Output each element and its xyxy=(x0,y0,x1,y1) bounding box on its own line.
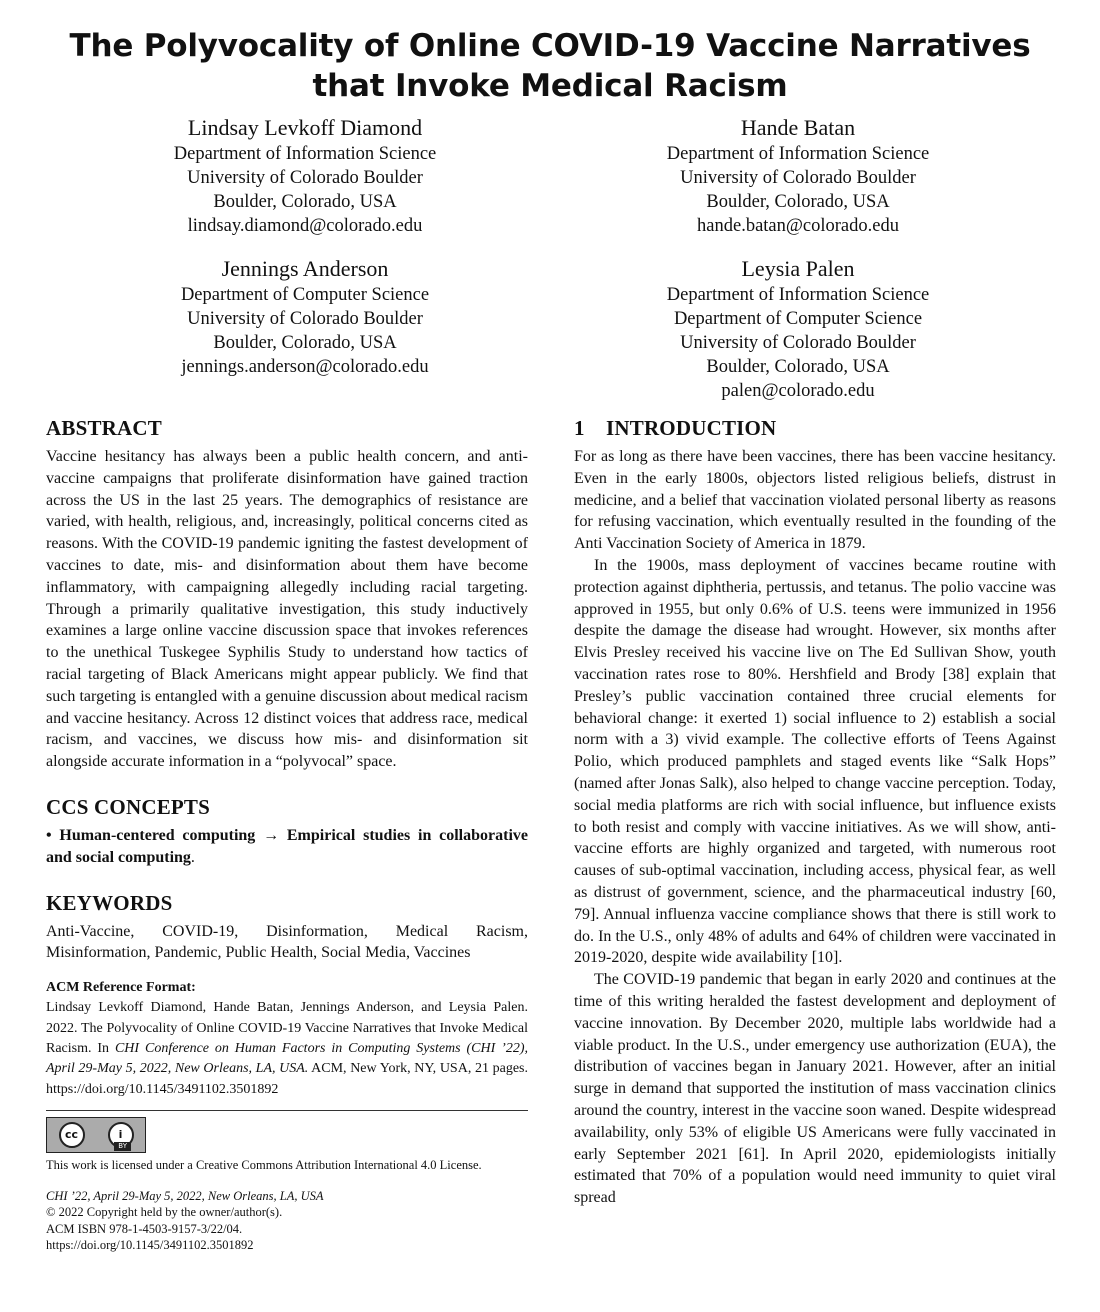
author-affiliation: Department of Computer Science xyxy=(673,309,923,329)
author-affiliation: Department of Information Science xyxy=(666,144,930,164)
author-affiliation: University of Colorado Boulder xyxy=(680,333,916,353)
intro-paragraph: For as long as there have been vaccines, there has been vaccine hesitancy. Even in the early 1800s, objectors listed religious beliefs, distrust in medicine, and a belief that vaccination violated personal liberty as reasons for refusing vaccination, which eventually resulted in the founding of the Anti Vaccination Society of America in 1879. xyxy=(574,448,1056,553)
footer-copyright: © 2022 Copyright held by the owner/author(s). xyxy=(46,1205,283,1220)
author-block xyxy=(155,255,455,379)
author-name: Jennings Anderson xyxy=(221,256,389,281)
author-location: Boulder, Colorado, USA xyxy=(706,357,890,377)
keywords-heading: KEYWORDS xyxy=(46,890,173,915)
author-affiliation: Department of Computer Science xyxy=(180,285,430,305)
acm-reference-text xyxy=(46,998,528,1100)
author-affiliation: Department of Information Science xyxy=(173,144,437,164)
paper-title: The Polyvocality of Online COVID-19 Vaccine Narratives that Invoke Medical Racism xyxy=(69,28,1031,104)
author-name: Leysia Palen xyxy=(741,256,855,281)
author-email: palen@colorado.edu xyxy=(721,381,875,401)
author-email: hande.batan@colorado.edu xyxy=(697,216,899,236)
section-title: INTRODUCTION xyxy=(606,416,777,440)
acm-reference-venue: CHI Conference on Human Factors in Computing Systems (CHI ’22), April 29-May 5, 2022, New Orleans, LA, USA. xyxy=(46,1040,529,1077)
author-block xyxy=(648,255,948,403)
intro-paragraph: The COVID-19 pandemic that began in early 2020 and continues at the time of this writing heralded the fastest development and deployment of vaccine innovation. By December 2020, multiple labs worldwide had a viable product. In the U.S., under emergency use authorization (EUA), the distribution of vaccines began in January 2021. However, after an initial surge in demand that supported the institution of mass vaccination clinics around the country, interest in the vaccine soon waned. Despite widespread availability, only 53% of eligible US Americans were fully vaccinated in early September 2021 [61]. In April 2020, epidemiologists initially estimated that 70% of a population would need immunity to quiet viral spread xyxy=(574,971,1056,1207)
license-text: This work is licensed under a Creative Commons Attribution International 4.0 License. xyxy=(46,1158,482,1173)
author-block xyxy=(155,114,455,238)
author-location: Boulder, Colorado, USA xyxy=(706,192,890,212)
author-affiliation: University of Colorado Boulder xyxy=(187,168,423,188)
introduction-heading xyxy=(574,414,1056,442)
creative-commons-icon: cc xyxy=(59,1122,85,1148)
section-number: 1 xyxy=(574,416,585,440)
author-location: Boulder, Colorado, USA xyxy=(213,333,397,353)
ccs-text: • Human-centered computing → Empirical studies in collaborative and social computing xyxy=(46,826,528,866)
divider xyxy=(46,1110,528,1111)
acm-reference-authors: Lindsay Levkoff Diamond, Hande Batan, Jennings Anderson, and Leysia Palen. 2022. The Polyvocality of Online COVID-19 Vaccine Narratives that Invoke Medical Racism. In xyxy=(46,1000,528,1056)
attribution-icon: i xyxy=(108,1122,134,1148)
author-affiliation: University of Colorado Boulder xyxy=(187,309,423,329)
attribution-label: BY xyxy=(114,1142,131,1151)
abstract-heading: ABSTRACT xyxy=(46,416,162,440)
author-location: Boulder, Colorado, USA xyxy=(213,192,397,212)
footer-isbn: ACM ISBN 978-1-4503-9157-3/22/04. xyxy=(46,1221,243,1236)
right-column xyxy=(574,414,1056,1209)
acm-reference-heading: ACM Reference Format: xyxy=(46,980,196,996)
acm-reference-tail: ACM, New York, NY, USA, 21 pages. https://doi.org/10.1145/3491102.3501892 xyxy=(46,1061,528,1097)
author-affiliation: Department of Information Science xyxy=(666,285,930,305)
footer-doi[interactable]: https://doi.org/10.1145/3491102.3501892 xyxy=(46,1238,254,1253)
footer-conference: CHI ’22, April 29-May 5, 2022, New Orleans, LA, USA xyxy=(46,1188,324,1203)
ccs-heading: CCS CONCEPTS xyxy=(46,794,211,819)
ccs-concepts xyxy=(46,825,528,869)
author-name: Lindsay Levkoff Diamond xyxy=(187,115,423,140)
author-affiliation: University of Colorado Boulder xyxy=(680,168,916,188)
left-column xyxy=(46,414,528,1254)
author-block xyxy=(648,114,948,238)
abstract-text: Vaccine hesitancy has always been a public health concern, and anti-vaccine campaigns that proliferate disinformation have gained traction across the US in the last 25 years. The demographics of resistance are varied, with health, religious, and, increasingly, political concerns cited as reasons. With the COVID-19 pandemic igniting the fastest development of vaccines to date, mis- and disinformation about them have become inflammatory, with campaigning allegedly including racial targeting. Through a primarily qualitative investigation, this study inductively examines a large online vaccine discussion space that invokes references to the unethical Tuskegee Syphilis Study to understand how tactics of racial targeting of Black Americans might appear publicly. We find that such targeting is entangled with a genuine discussion about medical racism and vaccine hesitancy. Across 12 distinct voices that address race, medical racism, and vaccines, we discuss how mis- and disinformation sit alongside accurate information in a “polyvocal” space. xyxy=(46,448,528,771)
intro-paragraph: In the 1900s, mass deployment of vaccines became routine with protection against diphtheria, pertussis, and tetanus. The polio vaccine was approved in 1955, but only 0.6% of U.S. teens were immunized in 1956 despite the damage the disease had wrought. However, six months after Elvis Presley received his vaccine live on The Ed Sullivan Show, youth vaccination rates rose to 80%. Hershfield and Brody [38] explain that Presley’s public vaccination contained three crucial elements for behavioral change: it exerted 1) social influence to 2) establish a social norm with a 3) vivid example. The collective efforts of Teens Against Polio, which produced pamphlets and staged events like “Salk Hops” (named after Jonas Salk), also helped to change vaccine perception. Today, social media platforms are rich with social influence, but influence exists to both resist and comply with vaccine initiatives. As we will show, anti-vaccine efforts are highly organized and targeted, with numerous root causes of sub-optimal vaccination, including access, physical fear, as well as distrust of government, science, and the pharmaceutical industry [60, 79]. Annual influenza vaccine compliance shows that there is still work to do. In the U.S., only 48% of adults and 64% of children were vaccinated in 2019-2020, despite wide availability [10]. xyxy=(574,556,1056,967)
ccs-end: . xyxy=(190,848,195,866)
author-name: Hande Batan xyxy=(740,115,856,140)
keywords-text: Anti-Vaccine, COVID-19, Disinformation, Medical Racism, Misinformation, Pandemic, Public Health, Social Media, Vaccines xyxy=(46,922,528,962)
cc-license-badge[interactable] xyxy=(46,1117,146,1153)
author-email: lindsay.diamond@colorado.edu xyxy=(187,216,423,236)
author-email: jennings.anderson@colorado.edu xyxy=(181,357,429,377)
